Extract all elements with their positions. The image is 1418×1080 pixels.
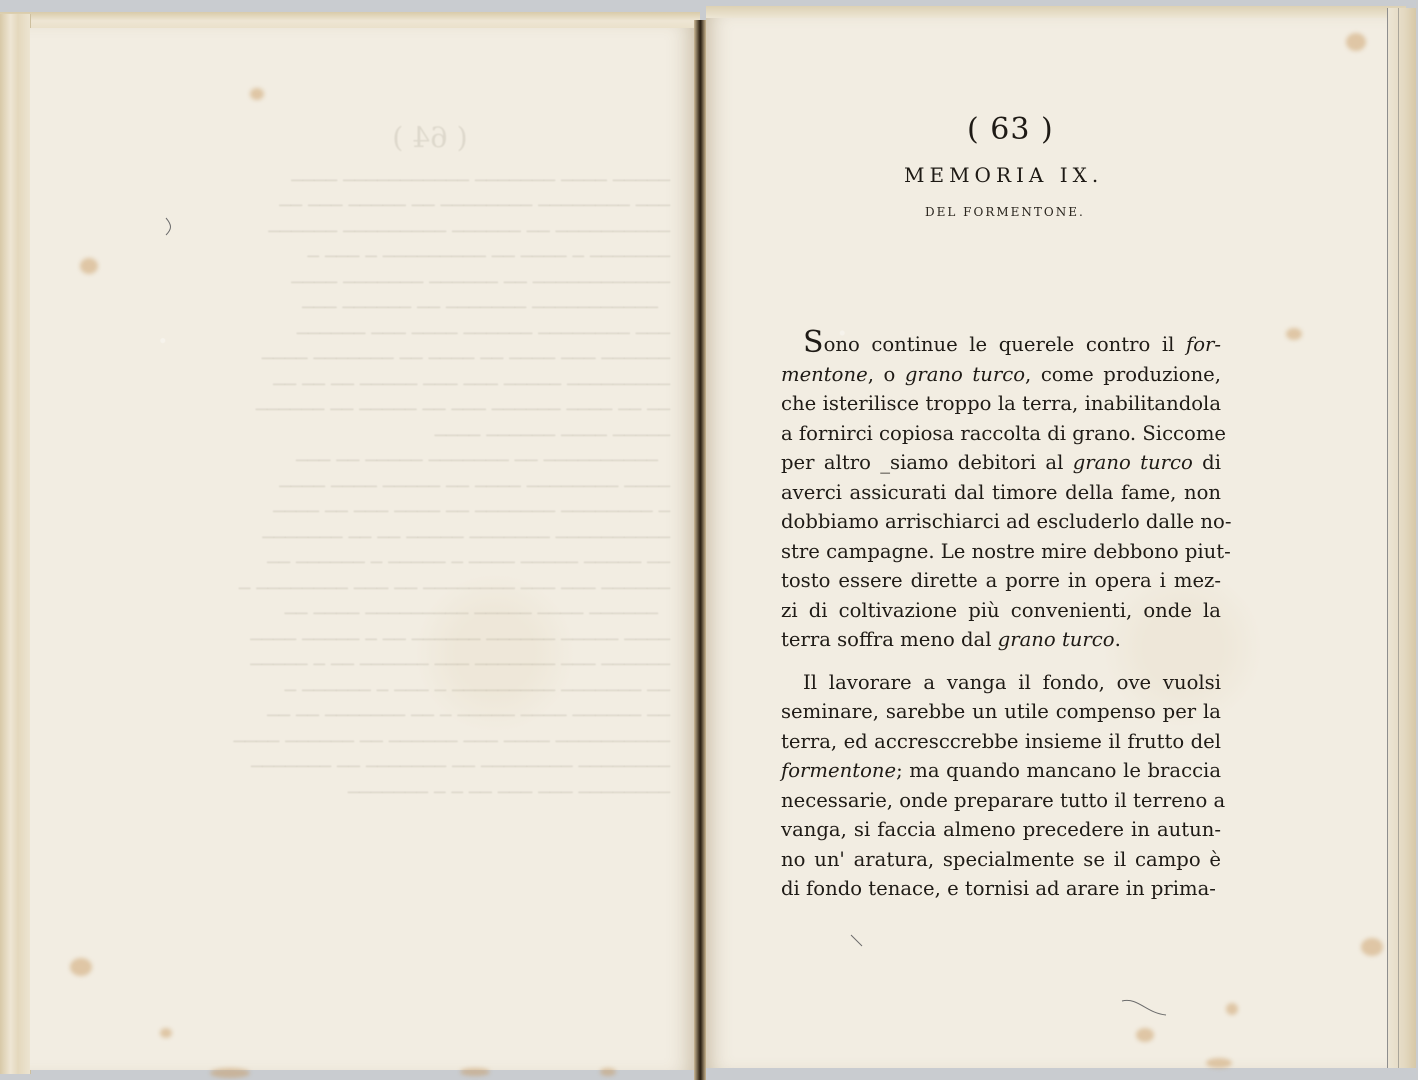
foxing-spot — [600, 1068, 616, 1076]
italic-text: for- — [1185, 333, 1221, 356]
chapter-title: MEMORIA IX. — [904, 163, 1104, 187]
text-line — [781, 786, 1226, 816]
text-run: , o — [867, 362, 905, 386]
italic-text: grano turco — [904, 362, 1026, 386]
foxing-spot — [1136, 1028, 1154, 1042]
text-run: dobbiamo arrischiarci ad escluderlo dalle no- — [781, 510, 1232, 533]
foxing-spot — [160, 1028, 172, 1038]
text-run: , come produzione, — [1025, 362, 1222, 386]
text-run: necessarie, onde preparare tutto il terreno a — [781, 788, 1226, 812]
text-line — [781, 507, 1232, 537]
italic-text: mentone — [781, 362, 868, 386]
text-run: . — [1114, 628, 1121, 651]
paragraph — [781, 325, 1232, 655]
paragraph-gap — [781, 655, 1221, 668]
text-run: zi di coltivazione più convenienti, onde la — [781, 598, 1221, 622]
drop-cap: S — [803, 325, 824, 360]
text-run: averci assicurati dal timore della fame, non — [781, 480, 1221, 504]
text-run: terra soffra meno dal — [781, 628, 998, 651]
text-run: vanga, si faccia almeno precedere in autun- — [781, 818, 1221, 841]
foxing-spot — [1226, 1003, 1238, 1015]
italic-text: grano turco — [1072, 451, 1193, 474]
text-line — [781, 478, 1221, 508]
text-line — [781, 668, 1221, 698]
text-run: no un' aratura, specialmente se il campo è — [781, 847, 1221, 871]
text-line — [781, 874, 1221, 904]
text-line — [781, 419, 1226, 449]
italic-text: grano turco — [997, 628, 1115, 651]
text-line — [781, 815, 1221, 845]
text-run: stre campagne. Le nostre mire debbono piut- — [781, 539, 1231, 563]
text-line — [781, 845, 1221, 875]
foxing-spot — [1206, 1058, 1232, 1068]
foxing-spot — [1286, 328, 1302, 340]
text-line — [781, 697, 1221, 727]
text-line — [781, 596, 1221, 626]
text-line — [781, 389, 1221, 419]
text-line — [781, 566, 1221, 596]
text-run: terra, ed accresccrebbe insieme il frutto del — [781, 729, 1221, 753]
text-line — [781, 448, 1221, 478]
page-stack-right — [1387, 8, 1416, 1068]
text-line — [781, 537, 1231, 567]
text-run: ; ma quando mancano le braccia — [896, 759, 1221, 782]
left-page — [30, 28, 694, 1070]
pencil-mark — [848, 932, 868, 952]
text-run: Il lavorare a vanga il fondo, ove vuolsi — [803, 670, 1221, 694]
page-number: ( 63 ) — [967, 112, 1054, 147]
foxing-spot — [70, 958, 92, 976]
italic-text: formentone — [781, 759, 897, 782]
text-line — [781, 727, 1221, 757]
text-line — [781, 756, 1221, 786]
pencil-mark — [160, 215, 180, 239]
text-run: di fondo tenace, e tornisi ad arare in prima- — [781, 877, 1216, 900]
text-run: di — [1192, 451, 1221, 474]
text-run: che isterilisce troppo la terra, inabilitandola — [781, 392, 1221, 415]
book-gutter — [694, 20, 706, 1080]
text-run: seminare, sarebbe un utile compenso per la — [781, 700, 1221, 723]
foxing-spot — [250, 88, 264, 100]
paragraph — [781, 668, 1226, 904]
text-run: ono continue le querele contro il — [823, 333, 1186, 356]
text-line — [781, 625, 1221, 655]
text-line — [781, 360, 1221, 390]
text-run: per altro _siamo debitori al — [781, 451, 1073, 474]
pencil-mark — [1120, 995, 1170, 1025]
chapter-subtitle: DEL FORMENTONE. — [925, 205, 1085, 219]
foxing-spot — [210, 1068, 250, 1078]
foxing-spot — [1346, 33, 1366, 51]
text-line — [781, 325, 1221, 360]
foxing-spot — [1361, 938, 1383, 956]
body-text — [781, 325, 1232, 904]
text-run: a fornirci copiosa raccolta di grano. Siccome — [781, 421, 1226, 445]
text-run: tosto essere dirette a porre in opera i mez- — [781, 569, 1221, 592]
foxing-spot — [460, 1068, 490, 1076]
page-stack-left — [0, 14, 31, 1074]
foxing-spot — [80, 258, 98, 274]
